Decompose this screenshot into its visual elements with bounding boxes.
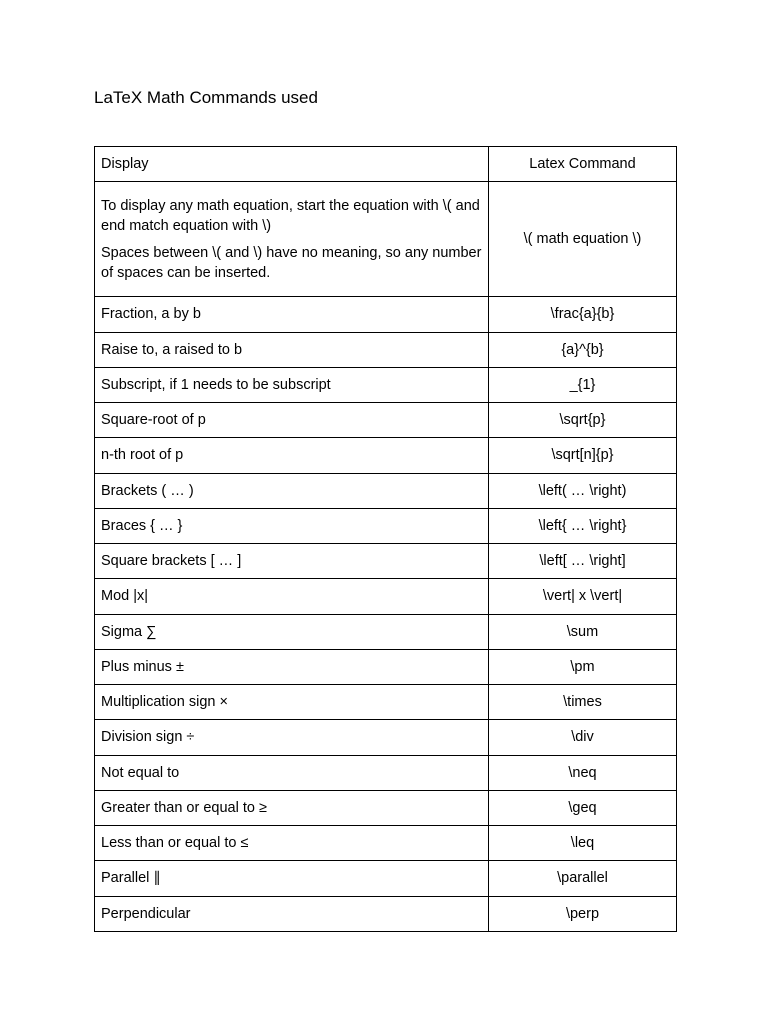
row-command: \left( … \right) bbox=[489, 473, 677, 508]
row-command: {a}^{b} bbox=[489, 332, 677, 367]
table-row bbox=[95, 297, 677, 332]
row-display: Multiplication sign × bbox=[95, 685, 489, 720]
row-display: Perpendicular bbox=[95, 896, 489, 931]
row-display: Plus minus ± bbox=[95, 649, 489, 684]
row-command: \sqrt{p} bbox=[489, 403, 677, 438]
row-display: Square-root of p bbox=[95, 403, 489, 438]
intro-line-1: To display any math equation, start the equation with \( and end match equation with \) bbox=[101, 197, 480, 234]
table-row bbox=[95, 544, 677, 579]
row-display: Fraction, a by b bbox=[95, 297, 489, 332]
row-command: \vert| x \vert| bbox=[489, 579, 677, 614]
row-display: Not equal to bbox=[95, 755, 489, 790]
table-row bbox=[95, 685, 677, 720]
row-command: \pm bbox=[489, 649, 677, 684]
row-command: \perp bbox=[489, 896, 677, 931]
row-display: Raise to, a raised to b bbox=[95, 332, 489, 367]
row-display: Braces { … } bbox=[95, 508, 489, 543]
row-display: Division sign ÷ bbox=[95, 720, 489, 755]
table-row bbox=[95, 826, 677, 861]
header-display: Display bbox=[95, 147, 489, 182]
row-command: \left[ … \right] bbox=[489, 544, 677, 579]
row-command: \sum bbox=[489, 614, 677, 649]
row-command: \times bbox=[489, 685, 677, 720]
table-row bbox=[95, 614, 677, 649]
row-display: Subscript, if 1 needs to be subscript bbox=[95, 367, 489, 402]
table-row bbox=[95, 649, 677, 684]
table-row bbox=[95, 861, 677, 896]
table-header-row bbox=[95, 147, 677, 182]
row-command: \neq bbox=[489, 755, 677, 790]
row-display: n-th root of p bbox=[95, 438, 489, 473]
row-command: \left{ … \right} bbox=[489, 508, 677, 543]
row-display: Sigma ∑ bbox=[95, 614, 489, 649]
table-row bbox=[95, 332, 677, 367]
header-latex-command: Latex Command bbox=[489, 147, 677, 182]
table-row bbox=[95, 896, 677, 931]
intro-line-2: Spaces between \( and \) have no meaning, so any number of spaces can be inserted. bbox=[101, 244, 482, 281]
intro-description bbox=[95, 182, 489, 297]
latex-commands-table bbox=[94, 146, 677, 932]
row-command: \frac{a}{b} bbox=[489, 297, 677, 332]
table-row bbox=[95, 367, 677, 402]
page-title: LaTeX Math Commands used bbox=[94, 88, 318, 107]
table-row bbox=[95, 403, 677, 438]
table-row bbox=[95, 473, 677, 508]
row-command: \parallel bbox=[489, 861, 677, 896]
row-display: Parallel ∥ bbox=[95, 861, 489, 896]
table-row bbox=[95, 755, 677, 790]
table-row bbox=[95, 438, 677, 473]
row-command: \geq bbox=[489, 790, 677, 825]
table-row bbox=[95, 720, 677, 755]
row-display: Greater than or equal to ≥ bbox=[95, 790, 489, 825]
row-display: Mod |x| bbox=[95, 579, 489, 614]
table-row bbox=[95, 790, 677, 825]
row-command: \sqrt[n]{p} bbox=[489, 438, 677, 473]
table-row bbox=[95, 508, 677, 543]
row-command: \leq bbox=[489, 826, 677, 861]
row-display: Square brackets [ … ] bbox=[95, 544, 489, 579]
row-command: _{1} bbox=[489, 367, 677, 402]
intro-command: \( math equation \) bbox=[489, 182, 677, 297]
intro-row bbox=[95, 182, 677, 297]
row-display: Less than or equal to ≤ bbox=[95, 826, 489, 861]
table-row bbox=[95, 579, 677, 614]
row-command: \div bbox=[489, 720, 677, 755]
row-display: Brackets ( … ) bbox=[95, 473, 489, 508]
